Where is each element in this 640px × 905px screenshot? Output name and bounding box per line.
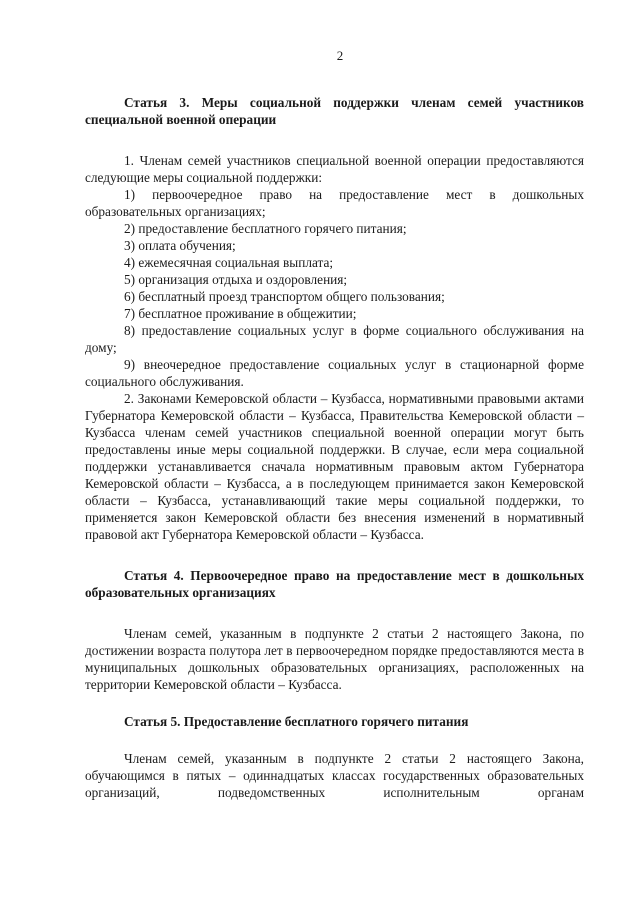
article-5 (85, 713, 584, 801)
article-5-paragraph-1: Членам семей, указанным в подпункте 2 статьи 2 настоящего Закона, обучающимся в пятых – одиннадцатых классах государственных образовательных организаций, подведомственных исполнительным органам (85, 751, 584, 800)
article-3-heading: Статья 3. Меры социальной поддержки членам семей участников специальной военной операции (85, 95, 584, 127)
article-4 (85, 567, 584, 693)
article-3-paragraph-1: 1. Членам семей участников специальной военной операции предоставляются следующие меры социальной поддержки: (85, 153, 584, 185)
article-3-paragraph-2: 2. Законами Кемеровской области – Кузбасса, нормативными правовыми актами Губернатора Кемеровской области – Кузбасса, Правительства Кемеровской области – Кузбасса членам семей участников специальной военной операции могут быть предоставлены иные меры социальной поддержки. В случае, если мера социальной поддержки устанавливается сначала нормативным правовым актом Губернатора Кемеровской области – Кузбасса, а в последующем принимается закон Кемеровской области – Кузбасса, устанавливающий такие меры социальной поддержки, то применяется закон Кемеровской области без внесения изменений в нормативный правовой акт Губернатора Кемеровской области – Кузбасса. (85, 391, 584, 542)
list-item: 1) первоочередное право на предоставление мест в дошкольных образовательных организациях; (85, 187, 584, 219)
article-4-heading: Статья 4. Первоочередное право на предоставление мест в дошкольных образовательных организациях (85, 568, 584, 600)
list-item: 7) бесплатное проживание в общежитии; (124, 306, 357, 321)
list-item: 9) внеочередное предоставление социальных услуг в стационарной форме социального обслуживания. (85, 357, 584, 389)
list-item: 6) бесплатный проезд транспортом общего пользования; (124, 289, 445, 304)
article-5-heading: Статья 5. Предоставление бесплатного горячего питания (124, 714, 469, 729)
article-3 (85, 94, 584, 543)
list-item: 5) организация отдыха и оздоровления; (124, 272, 348, 287)
list-item: 2) предоставление бесплатного горячего питания; (124, 221, 407, 236)
article-4-paragraph-1: Членам семей, указанным в подпункте 2 статьи 2 настоящего Закона, по достижении возраста полутора лет в первоочередном порядке предоставляются места в муниципальных дошкольных образовательных организациях, расположенных на территории Кемеровской области – Кузбасса. (85, 626, 584, 692)
list-item: 3) оплата обучения; (124, 238, 236, 253)
document-body (85, 94, 584, 801)
page-number: 2 (336, 48, 344, 63)
list-item: 8) предоставление социальных услуг в форме социального обслуживания на дому; (85, 323, 584, 355)
list-item: 4) ежемесячная социальная выплата; (124, 255, 334, 270)
